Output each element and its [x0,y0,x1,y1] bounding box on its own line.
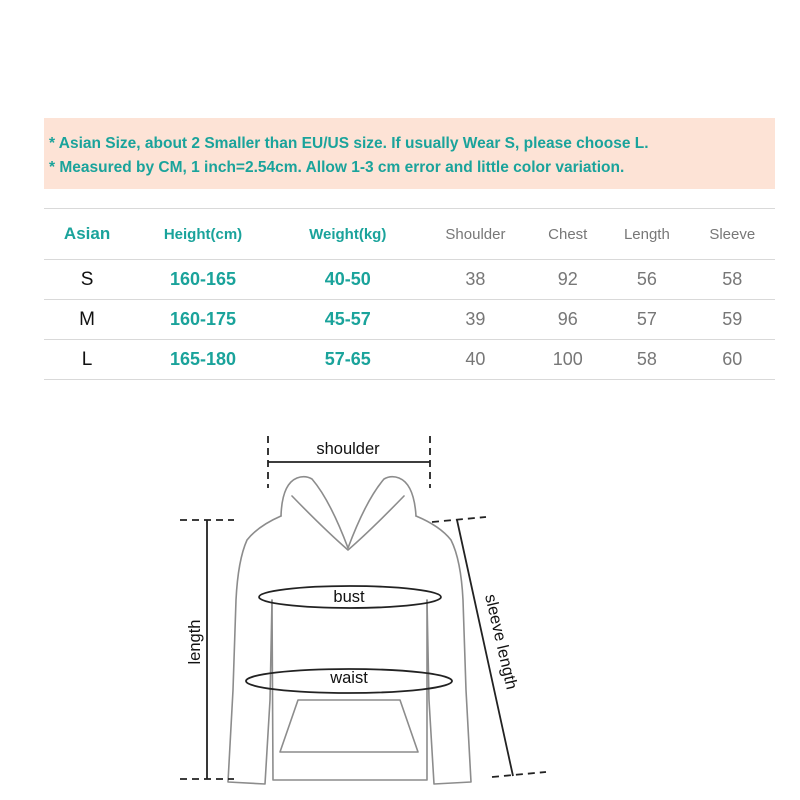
size-chart-table [44,208,775,380]
cell-sleeve: 58 [690,260,775,300]
bust-measure [259,586,441,608]
hoodie-diagram-svg [0,420,800,800]
front-pocket [280,700,418,752]
length-label: length [186,619,204,665]
cell-weight: 45-57 [276,300,420,340]
header-chest: Chest [531,209,604,260]
sleeve-guide-bottom [492,772,546,777]
size-note-box [44,118,775,189]
header-sleeve: Sleeve [690,209,775,260]
sleeve-length-measure [432,517,546,777]
cell-chest: 100 [531,340,604,380]
cell-size: M [44,300,130,340]
size-note-line-2: * Measured by CM, 1 inch=2.54cm. Allow 1-3 cm error and little color variation. [49,159,625,176]
cell-shoulder: 39 [420,300,532,340]
table-row-l [44,340,775,380]
table-header-row [44,209,775,260]
size-note-line-1: * Asian Size, about 2 Smaller than EU/US size. If usually Wear S, please choose L. [49,135,649,152]
sleeve-length-label: sleeve length [481,592,521,692]
bust-label: bust [333,588,365,606]
cell-height: 165-180 [130,340,276,380]
cell-shoulder: 38 [420,260,532,300]
cell-sleeve: 60 [690,340,775,380]
cell-size: L [44,340,130,380]
sleeve-guide-top [432,517,486,522]
shoulder-label: shoulder [316,440,380,458]
right-sleeve [416,516,471,784]
cell-length: 57 [604,300,689,340]
cell-weight: 40-50 [276,260,420,300]
table-row-s [44,260,775,300]
header-length: Length [604,209,689,260]
cell-height: 160-175 [130,300,276,340]
hood-shape [281,477,416,548]
hoodie-measurement-diagram [0,420,800,800]
cell-chest: 96 [531,300,604,340]
length-measure [180,520,234,779]
hoodie-body [272,600,427,780]
cell-length: 58 [604,340,689,380]
cell-length: 56 [604,260,689,300]
header-shoulder: Shoulder [420,209,532,260]
waist-label: waist [330,669,368,687]
cell-weight: 57-65 [276,340,420,380]
table-row-m [44,300,775,340]
hood-inner-line [292,496,404,550]
waist-measure [246,669,452,693]
cell-size: S [44,260,130,300]
cell-height: 160-165 [130,260,276,300]
cell-shoulder: 40 [420,340,532,380]
header-asian: Asian [44,209,130,260]
header-weight: Weight(kg) [276,209,420,260]
cell-sleeve: 59 [690,300,775,340]
header-height: Height(cm) [130,209,276,260]
hoodie-outline [228,477,471,784]
cell-chest: 92 [531,260,604,300]
